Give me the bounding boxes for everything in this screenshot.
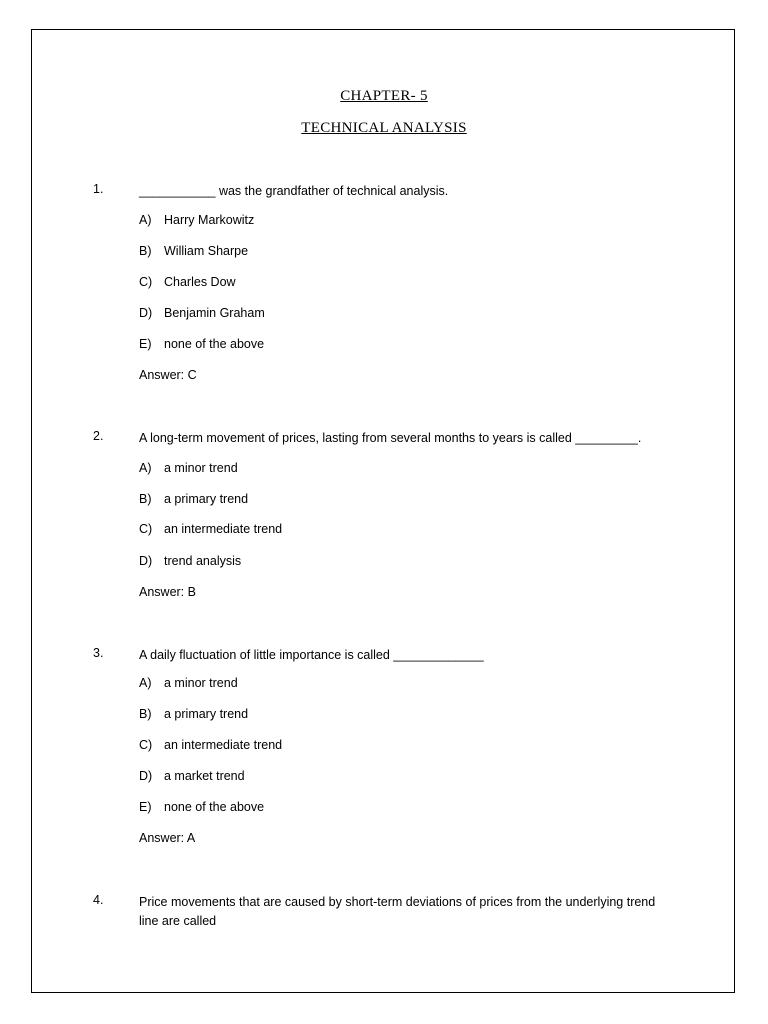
answer-text: Answer: C xyxy=(139,368,197,382)
option xyxy=(139,800,264,814)
option-letter: B) xyxy=(139,244,152,258)
subject-heading: TECHNICAL ANALYSIS xyxy=(301,120,467,136)
option-letter: B) xyxy=(139,707,152,721)
option-text: an intermediate trend xyxy=(164,522,283,536)
option-letter: A) xyxy=(139,676,152,690)
option-text: trend analysis xyxy=(164,554,242,568)
option-text: a minor trend xyxy=(164,676,238,690)
option xyxy=(139,522,282,536)
option xyxy=(139,275,236,289)
option xyxy=(139,492,248,506)
option-letter: A) xyxy=(139,461,152,475)
question-number: 3. xyxy=(93,646,104,660)
option-text: Benjamin Graham xyxy=(164,306,265,320)
option-letter: E) xyxy=(139,337,152,351)
option-letter: D) xyxy=(139,554,153,568)
option-text: none of the above xyxy=(164,337,265,351)
option xyxy=(139,769,245,783)
option-text: a minor trend xyxy=(164,461,238,475)
option-letter: C) xyxy=(139,738,153,752)
chapter-heading: CHAPTER- 5 xyxy=(340,88,428,104)
option xyxy=(139,337,264,351)
option-letter: B) xyxy=(139,492,152,506)
option-letter: A) xyxy=(139,213,152,227)
question-text: A daily fluctuation of little importance is called _____________ xyxy=(139,648,484,662)
page-border xyxy=(31,29,735,993)
option xyxy=(139,213,254,227)
option-letter: D) xyxy=(139,306,153,320)
option-text: Harry Markowitz xyxy=(164,213,255,227)
option-text: an intermediate trend xyxy=(164,738,283,752)
option-text: a market trend xyxy=(164,769,245,783)
question-number: 1. xyxy=(93,182,104,196)
question-number: 2. xyxy=(93,429,104,443)
answer-text: Answer: B xyxy=(139,585,196,599)
question-text: ___________ was the grandfather of technical analysis. xyxy=(139,184,449,198)
option xyxy=(139,676,238,690)
option-text: Charles Dow xyxy=(164,275,236,289)
option xyxy=(139,554,241,568)
option xyxy=(139,244,248,258)
option xyxy=(139,707,248,721)
option xyxy=(139,738,282,752)
option-letter: C) xyxy=(139,275,153,289)
option-text: a primary trend xyxy=(164,707,249,721)
option-letter: C) xyxy=(139,522,153,536)
question-text: Price movements that are caused by short-term deviations of prices from the underlying trend line are called xyxy=(139,895,656,928)
question-text: A long-term movement of prices, lasting from several months to years is called _________. xyxy=(139,431,642,445)
option-text: William Sharpe xyxy=(164,244,249,258)
option-text: none of the above xyxy=(164,800,265,814)
option xyxy=(139,461,238,475)
option xyxy=(139,306,265,320)
option-letter: D) xyxy=(139,769,153,783)
answer-text: Answer: A xyxy=(139,831,196,845)
option-letter: E) xyxy=(139,800,152,814)
question-number: 4. xyxy=(93,893,104,907)
option-text: a primary trend xyxy=(164,492,249,506)
